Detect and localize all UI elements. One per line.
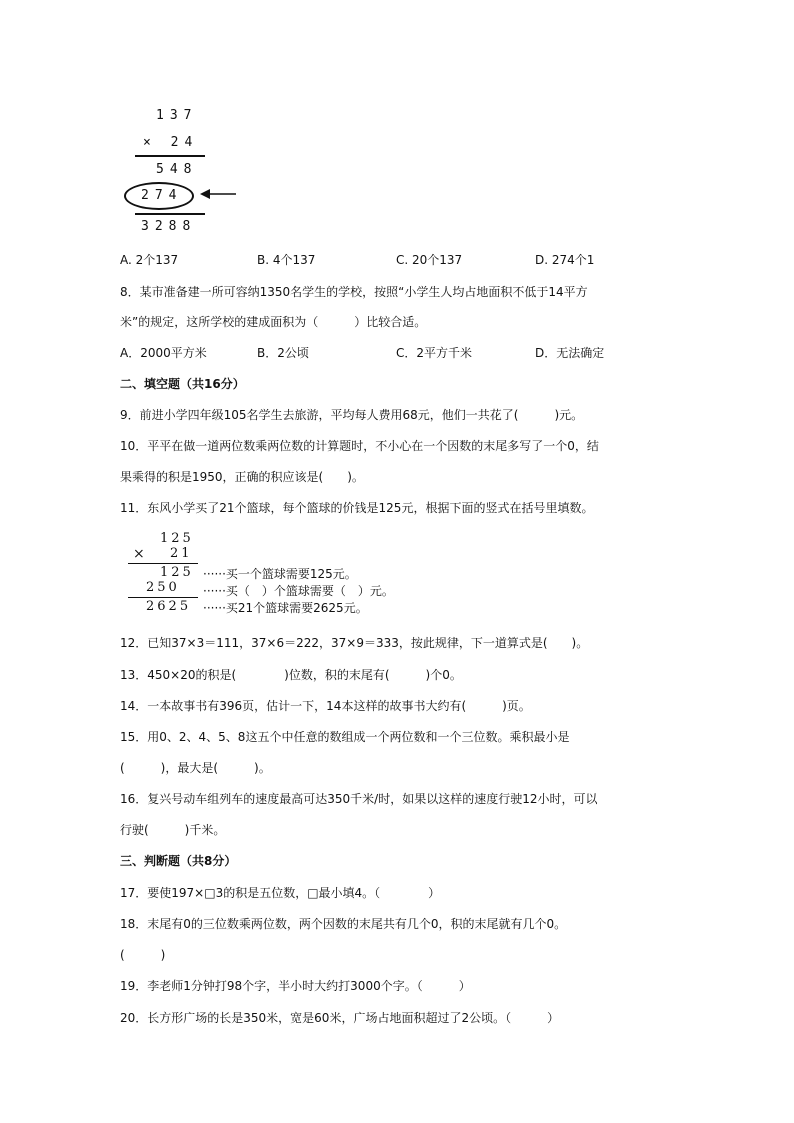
q16-line-1: 16．复兴号动车组列车的速度最高可达350千米/时，如果以这样的速度行驶12小时，可以 xyxy=(120,792,598,806)
q7-line-1 xyxy=(135,155,205,157)
q13-text: 13．450×20的积是( )位数，积的末尾有( )个0。 xyxy=(120,668,462,682)
section-3-title: 三、判断题（共8分） xyxy=(120,854,237,868)
q8-line-2: 米”的规定，这所学校的建成面积为（ ）比较合适。 xyxy=(120,315,427,329)
q7-option-d[interactable]: D. 274个1 xyxy=(535,253,595,267)
q17-text: 17．要使197×□3的积是五位数，□最小填4。（ ） xyxy=(120,886,441,900)
q7-partial-2: 274 xyxy=(141,188,183,203)
q7-multiplier: × 24 xyxy=(143,135,199,150)
q11-product: 2625 xyxy=(146,599,192,614)
q19-text: 19．李老师1分钟打98个字，半小时大约打3000个字。（ ） xyxy=(120,979,471,993)
section-2-title: 二、填空题（共16分） xyxy=(120,377,245,391)
q14-text: 14．一本故事书有396页，估计一下，14本这样的故事书大约有( )页。 xyxy=(120,699,531,713)
q8-option-b[interactable]: B．2公顷 xyxy=(257,346,309,360)
q11-line-2 xyxy=(128,597,198,598)
q18-line-1: 18．末尾有0的三位数乘两位数，两个因数的末尾共有几个0，积的末尾就有几个0。 xyxy=(120,917,567,931)
q7-option-b[interactable]: B. 4个137 xyxy=(257,253,316,267)
q8-option-c[interactable]: C．2平方千米 xyxy=(396,346,473,360)
q11-multiplier: 21 xyxy=(170,546,193,561)
q16-line-2: 行驶( )千米。 xyxy=(120,823,226,837)
q11-multiplicand: 125 xyxy=(160,531,194,546)
q10-line-1: 10．平平在做一道两位数乘两位数的计算题时，不小心在一个因数的末尾多写了一个0，结 xyxy=(120,439,599,453)
q20-text: 20．长方形广场的长是350米，宽是60米，广场占地面积超过了2公顷。（ ） xyxy=(120,1011,560,1025)
q11-line-1 xyxy=(128,563,198,564)
q8-option-d[interactable]: D．无法确定 xyxy=(535,346,605,360)
q11-partial-1: 125 xyxy=(160,565,194,580)
q11-times: × xyxy=(133,546,145,562)
q8-line-1: 8．某市准备建一所可容纳1350名学生的学校，按照“小学生人均占地面积不低于14平方 xyxy=(120,285,588,299)
q18-line-2: ( ) xyxy=(120,948,166,962)
q11-partial-2: 250 xyxy=(146,580,180,595)
q7-multiplicand: 137 xyxy=(156,108,198,123)
q7-line-2 xyxy=(135,213,205,215)
q11-note-2: ······买（ ）个篮球需要（ ）元。 xyxy=(203,584,394,598)
q7-product: 3288 xyxy=(141,219,197,234)
q10-line-2: 果乘得的积是1950，正确的积应该是( )。 xyxy=(120,470,364,484)
q11-note-3: ······买21个篮球需要2625元。 xyxy=(203,601,368,615)
q11-text: 11．东风小学买了21个篮球，每个篮球的价钱是125元，根据下面的竖式在括号里填数。 xyxy=(120,501,594,515)
q7-partial-1: 548 xyxy=(156,162,198,177)
q15-line-1: 15．用0、2、4、5、8这五个中任意的数组成一个两位数和一个三位数。乘积最小是 xyxy=(120,730,570,744)
q11-note-1: ······买一个篮球需要125元。 xyxy=(203,567,357,581)
q7-option-c[interactable]: C. 20个137 xyxy=(396,253,463,267)
q12-text: 12．已知37×3＝111，37×6＝222，37×9＝333，按此规律，下一道算式是( )。 xyxy=(120,636,589,650)
arrow-left-icon xyxy=(198,187,238,201)
q9-text: 9．前进小学四年级105名学生去旅游，平均每人费用68元，他们一共花了( )元。 xyxy=(120,408,584,422)
q8-option-a[interactable]: A．2000平方米 xyxy=(120,346,207,360)
q15-line-2: ( )，最大是( )。 xyxy=(120,761,271,775)
q7-option-a[interactable]: A. 2个137 xyxy=(120,253,179,267)
